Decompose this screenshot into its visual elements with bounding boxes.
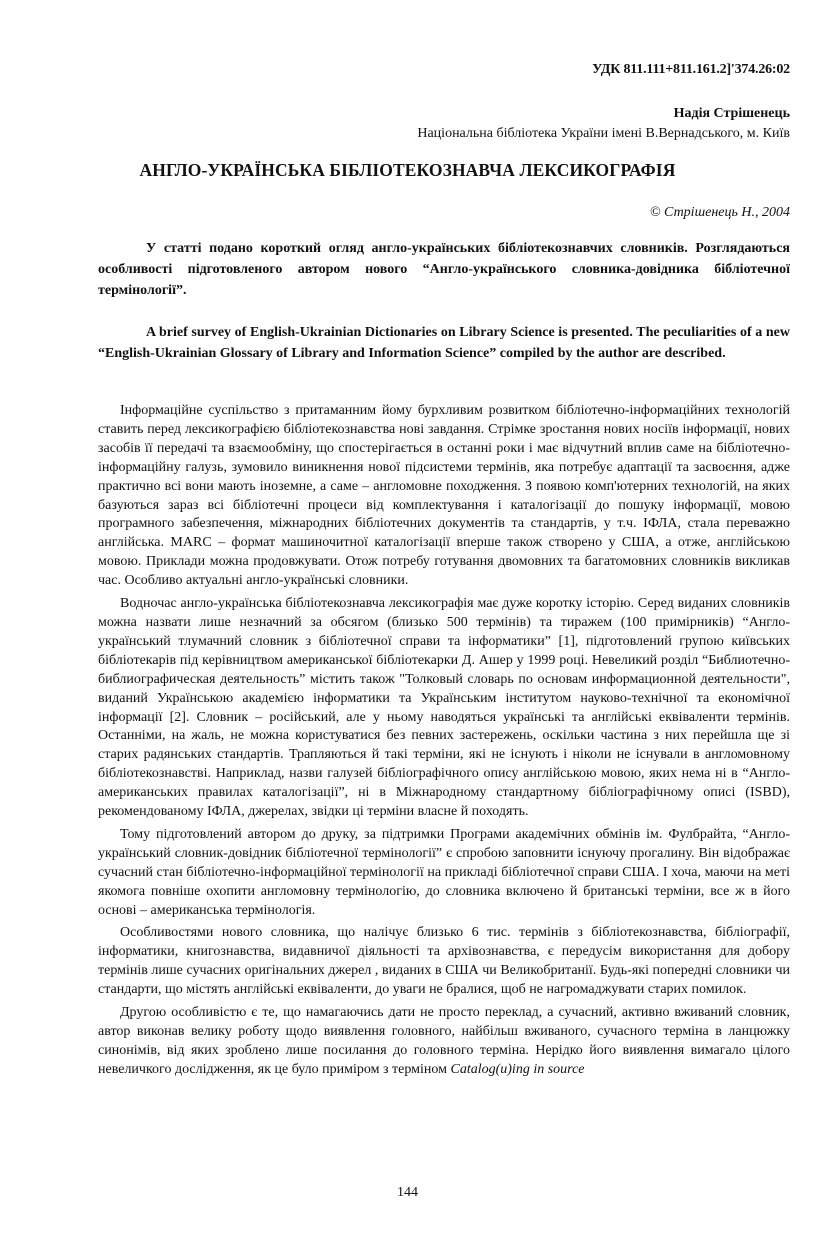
body-paragraph: Тому підготовлений автором до друку, за підтримки Програми академічних обмінів ім. Фулбрайта, “Англо-український словник-довідник бібліотечної термінології” є спробою заповнити існуючу прогалину. Він відображає сучасний стан бібліотечно-інформаційної термінології на прикладі бібліотечної справи США. І хоча, маючи на меті якомога повніше охопити англомовну термінологію, до словника включено й британські терміни, все ж в його основі – американська термінологія. bbox=[98, 826, 790, 918]
abstract-english: A brief survey of English-Ukrainian Dictionaries on Library Science is presented. The peculiarities of a new “English-Ukrainian Glossary of Library and Information Science” compiled by the author are described. bbox=[98, 325, 790, 361]
body-paragraph: Інформаційне суспільство з притаманним йому бурхливим розвитком бібліотечно-інформаційних технологій ставить перед лексикографією бібліотекознавства нові завдання. Стрімке зростання нових носіїв інформації, нових засобів її передачі та взаємообміну, що спостерігається в останні роки і має відчутний вплив саме на бібліотечно-інформаційну галузь, зумовило виникнення нової підсистеми термінів, яка потребує адаптації та засвоєння, адже практично всі вони мають іноземне, а саме – англомовне походження. З появою комп'ютерних технологій, на яких базуються зараз всі бібліотечні процеси від комплектування і каталогізації до пошуку інформації, мовою програмного забезпечення, міжнародних бібліотечних документів та стандартів, у т.ч. ІФЛА, стала переважно англійська. MARC – формат машиночитної каталогізації вперше також створено у США, а отже, англійською мовою. Приклади можна продовжувати. Отож потребу готування двомовних та багатомовних словників викликав час. Особливо актуальні англо-українські словники. bbox=[98, 403, 790, 589]
body-paragraph: Особливостями нового словника, що налічує близько 6 тис. термінів з бібліотекознавства, бібліографії, інформатики, книгознавства, видавничої діяльності та архівознавства, є передусім використання для добору термінів лише сучасних оригінальних джерел , виданих в США чи Великобританії. Будь-які попередні словники чи стандарти, що містять англійські еквіваленти, до уваги не бралися, щоб не нагромаджувати старих помилок. bbox=[98, 925, 790, 998]
body-paragraph-last bbox=[98, 1004, 790, 1080]
abstract-ukrainian: У статті подано короткий огляд англо-українських бібліотекознавчих словників. Розглядаються особливості підготовленого автором нового “Англо-українського словника-довідника бібліотечної термінології”. bbox=[98, 241, 790, 298]
copyright-notice: © Стрішенець Н., 2004 bbox=[649, 205, 790, 220]
article-body bbox=[98, 402, 790, 1084]
author-block bbox=[417, 104, 790, 144]
body-paragraph: Водночас англо-українська бібліотекознавча лексикографія має дуже коротку історію. Серед виданих словників можна назвати лише незначний за обсягом (близько 500 термінів) та тиражем (100 примірників) “Англо-український тлумачний словник з бібліотечної справи та інформатики” [1], підготовлений групою київських бібліотекарів під керівництвом американської бібліотекарки Д. Ашер у 1999 році. Невеликий розділ “Библиотечно-библиографическая деятельность” містить також "Толковый словарь по основам информационной деятельности", виданий Українською академією інформатики та Українським інститутом науково-технічної та економічної інформації [2]. Словник – російський, але у ньому наводяться українські та англійські еквіваленти термінів. Останніми, на жаль, не можна користуватися без певних застережень, оскільки частина з них перейшла ще зі старих радянських стандартів. Трапляються й такі терміни, які не існують і ніколи не існували в англомовному бібліотекознавстві. Наприклад, назви галузей бібліографічного опису англійською мовою, яких нема ні в “Англо-американських правилах каталогізації”, ні в Міжнародному стандартному бібліографічному описі (ISBD), рекомендованому ІФЛА, джерелах, звідки ці терміни власне й походять. bbox=[98, 596, 790, 820]
author-affiliation: Національна бібліотека України імені В.Вернадського, м. Київ bbox=[417, 126, 790, 141]
page-number: 144 bbox=[397, 1185, 418, 1200]
italic-term: Catalog(u)ing in source bbox=[450, 1061, 585, 1077]
article-title: АНГЛО-УКРАЇНСЬКА БІБЛІОТЕКОЗНАВЧА ЛЕКСИКОГРАФІЯ bbox=[139, 160, 676, 180]
author-name: Надія Стрішенець bbox=[673, 106, 790, 121]
body-paragraph-text: Другою особливістю є те, що намагаючись дати не просто переклад, а сучасний, активно вживаний словник, автор виконав велику роботу щодо виявлення головного, найбільш вживаного, сучасного терміна в ланцюжку синонімів, від яких зроблено лише посилання до головного терміна. Нерідко його виявлення вимагало цілого невеличкого дослідження, як це було приміром з терміном bbox=[98, 1005, 790, 1077]
udc-code: УДК 811.111+811.161.2]'374.26:02 bbox=[592, 62, 790, 77]
